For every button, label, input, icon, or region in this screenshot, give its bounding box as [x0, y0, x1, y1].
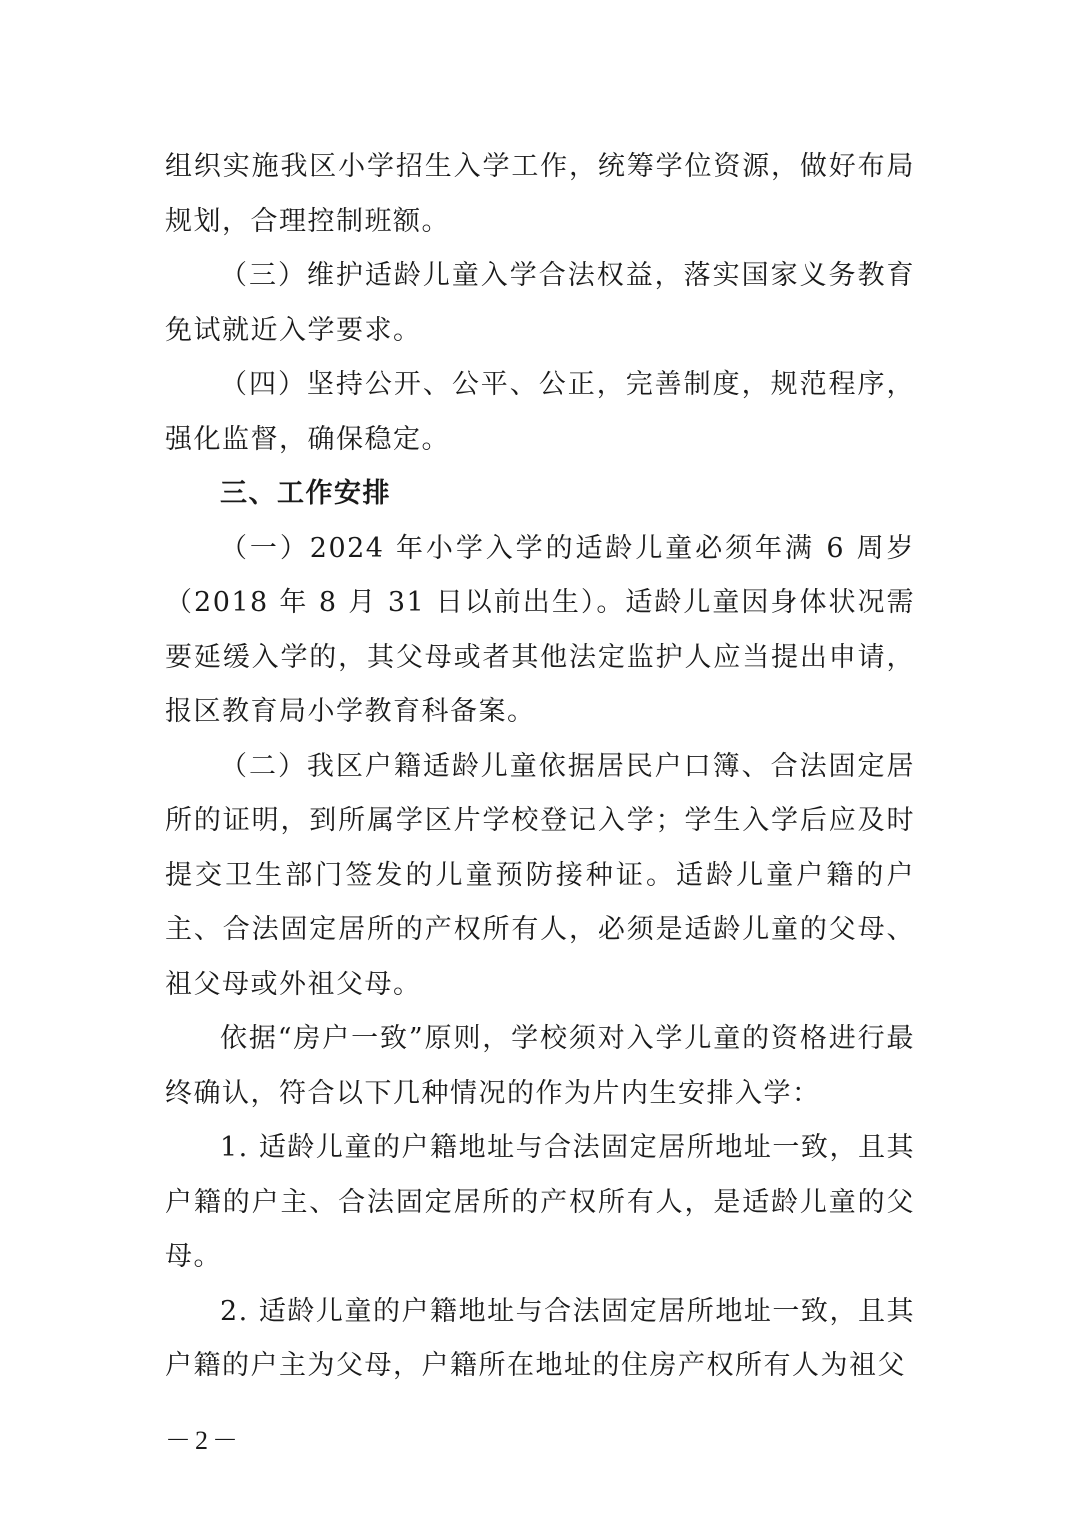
paragraph-9: 2. 适龄儿童的户籍地址与合法固定居所地址一致，且其户籍的户主为父母，户籍所在地址的住房产权所有人为祖父: [165, 1295, 915, 1381]
paragraph-6: （二）我区户籍适龄儿童依据居民户口簿、合法固定居所的证明，到所属学区片学校登记入学；学生入学后应及时提交卫生部门签发的儿童预防接种证。适龄儿童户籍的户主、合法固定居所的产权所有人，必须是适龄儿童的父母、祖父母或外祖父母。: [165, 750, 915, 1000]
paragraph-8: 1. 适龄儿童的户籍地址与合法固定居所地址一致，且其户籍的户主、合法固定居所的产权所有人，是适龄儿童的父母。: [165, 1132, 915, 1272]
paragraph-7: 依据“房户一致”原则，学校须对入学儿童的资格进行最终确认，符合以下几种情况的作为片内生安排入学：: [165, 1023, 915, 1109]
section-heading: 三、工作安排: [220, 478, 391, 509]
paragraph-1: 组织实施我区小学招生入学工作，统筹学位资源，做好布局规划，合理控制班额。: [165, 151, 915, 237]
document-body: [165, 140, 915, 1394]
page-number: －2－: [165, 1426, 243, 1455]
paragraph-3: （四）坚持公开、公平、公正，完善制度，规范程序，强化监督，确保稳定。: [165, 369, 915, 455]
paragraph-5: （一）2024 年小学入学的适龄儿童必须年满 6 周岁（2018 年 8 月 31 日以前出生）。适龄儿童因身体状况需要延缓入学的，其父母或者其他法定监护人应当提出申请，报区教育局小学教育科备案。: [165, 532, 915, 727]
paragraph-2: （三）维护适龄儿童入学合法权益，落实国家义务教育免试就近入学要求。: [165, 260, 915, 346]
